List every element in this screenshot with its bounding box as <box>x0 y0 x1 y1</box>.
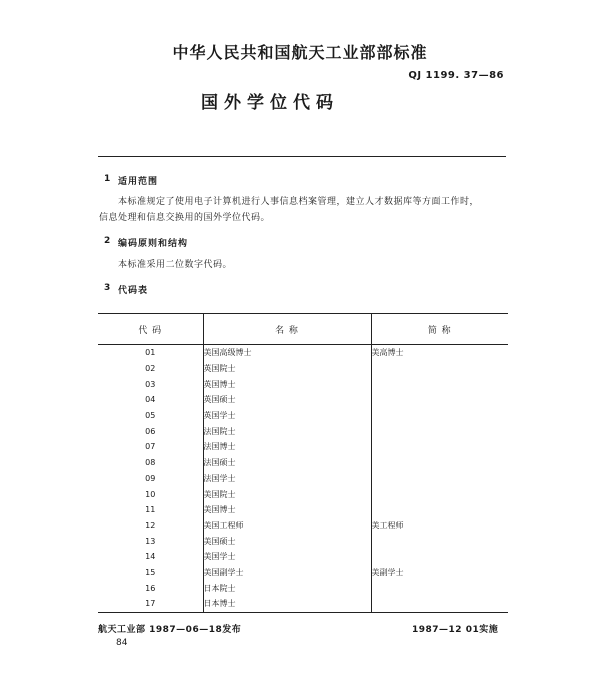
table-row <box>98 345 508 361</box>
section-1-title: 适用范围 <box>118 177 159 187</box>
table-row <box>98 486 508 502</box>
abbreviation-cell <box>371 549 508 565</box>
name-cell: 美国院士 <box>203 486 371 502</box>
name-cell: 法国学士 <box>203 471 371 487</box>
code-cell: 02 <box>145 364 156 374</box>
code-cell: 17 <box>98 596 203 612</box>
table-row <box>98 423 508 439</box>
section-2-title: 编码原则和结构 <box>118 239 189 249</box>
table-row <box>98 565 508 581</box>
abbreviation-cell <box>371 486 508 502</box>
table-row <box>98 408 508 424</box>
code-cell: 12 <box>145 520 156 530</box>
abbreviation-cell <box>371 533 508 549</box>
column-header-abbreviation: 简 称 <box>371 314 508 345</box>
abbreviation-cell <box>371 439 508 455</box>
abbreviation-cell: 美副学士 <box>371 565 508 581</box>
page-number: 84 <box>116 638 128 648</box>
table-row <box>98 549 508 565</box>
abbreviation-cell <box>371 471 508 487</box>
issue-date: 航天工业部 1987—06—18发布 <box>98 625 242 635</box>
table-row <box>98 518 508 534</box>
name-cell: 日本博士 <box>203 596 371 612</box>
document-title: 国外学位代码 <box>201 93 339 113</box>
code-cell: 06 <box>145 426 156 436</box>
code-cell: 05 <box>145 411 156 421</box>
abbreviation-cell <box>371 423 508 439</box>
table-row <box>98 376 508 392</box>
name-cell: 美国高级博士 <box>203 345 371 361</box>
section-3-title: 代码表 <box>118 286 149 296</box>
name-cell: 美国博士 <box>203 502 371 518</box>
table-row <box>98 455 508 471</box>
abbreviation-cell <box>371 596 508 612</box>
code-cell: 14 <box>145 552 156 562</box>
column-header-code: 代 码 <box>98 314 203 345</box>
code-cell: 15 <box>145 567 156 577</box>
header-divider <box>98 156 506 157</box>
table-header-row <box>98 314 508 345</box>
name-cell: 英国学士 <box>203 408 371 424</box>
name-cell: 法国硕士 <box>203 455 371 471</box>
abbreviation-cell <box>371 502 508 518</box>
abbreviation-cell <box>371 376 508 392</box>
standard-code: QJ 1199. 37—86 <box>408 70 504 81</box>
name-cell: 美国学士 <box>203 549 371 565</box>
section-3-number: 3 <box>104 283 111 293</box>
standard-name: 中华人民共和国航天工业部部标准 <box>172 43 428 62</box>
table-row <box>98 471 508 487</box>
code-cell: 09 <box>145 473 156 483</box>
code-cell: 10 <box>145 489 156 499</box>
name-cell: 法国博士 <box>203 439 371 455</box>
name-cell: 英国硕士 <box>203 392 371 408</box>
name-cell: 美国硕士 <box>203 533 371 549</box>
code-cell: 13 <box>145 536 156 546</box>
abbreviation-cell: 美高博士 <box>371 345 508 361</box>
degree-code-table <box>98 313 508 613</box>
name-cell: 法国院士 <box>203 423 371 439</box>
name-cell: 日本院士 <box>203 580 371 596</box>
table-row <box>98 361 508 377</box>
table-row <box>98 533 508 549</box>
name-cell: 英国院士 <box>203 361 371 377</box>
name-cell: 美国工程师 <box>203 518 371 534</box>
table-row <box>98 502 508 518</box>
name-cell: 英国博士 <box>203 376 371 392</box>
table-row <box>98 439 508 455</box>
abbreviation-cell <box>371 408 508 424</box>
table-row <box>98 392 508 408</box>
section-1-number: 1 <box>104 174 111 184</box>
code-cell: 11 <box>145 505 156 515</box>
table-row <box>98 580 508 596</box>
table-row <box>98 596 508 612</box>
section-1-body-line-2: 信息处理和信息交换用的国外学位代码。 <box>99 213 271 223</box>
abbreviation-cell <box>371 455 508 471</box>
column-header-name: 名 称 <box>203 314 371 345</box>
name-cell: 美国副学士 <box>203 565 371 581</box>
section-2-body-line-1: 本标准采用二位数字代码。 <box>118 260 233 270</box>
code-cell: 16 <box>145 583 156 593</box>
effective-date: 1987—12 01实施 <box>412 625 499 635</box>
section-2-number: 2 <box>104 236 111 246</box>
code-cell: 07 <box>145 442 156 452</box>
code-cell: 04 <box>145 395 156 405</box>
section-1-body-line-1: 本标准规定了使用电子计算机进行人事信息档案管理，建立人才数据库等方面工作时， <box>118 197 480 207</box>
code-cell: 08 <box>145 458 156 468</box>
abbreviation-cell <box>371 361 508 377</box>
code-cell: 03 <box>145 379 156 389</box>
abbreviation-cell: 美工程师 <box>371 518 508 534</box>
abbreviation-cell <box>371 392 508 408</box>
abbreviation-cell <box>371 580 508 596</box>
code-cell: 01 <box>145 348 156 358</box>
